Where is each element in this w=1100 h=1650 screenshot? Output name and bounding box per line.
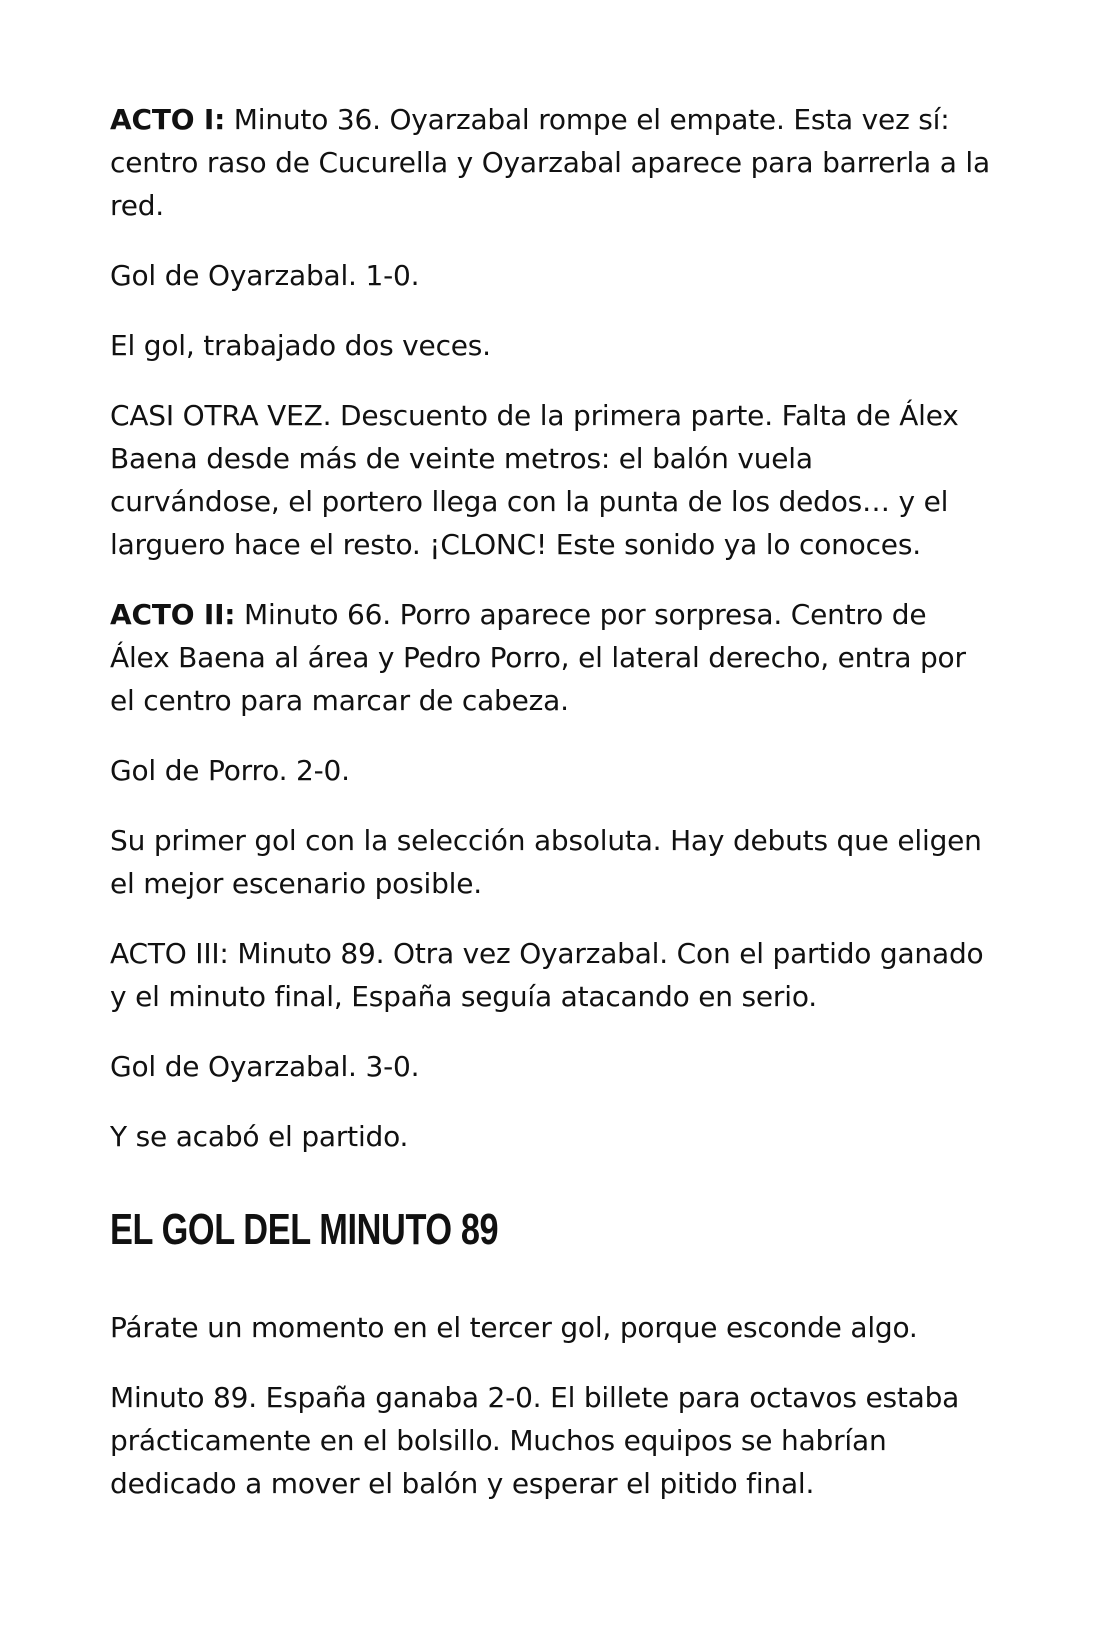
paragraph-goal-worked: El gol, trabajado dos veces.	[110, 329, 491, 362]
paragraph-text: Minuto 36. Oyarzabal rompe el empate. Esta vez sí: centro raso de Cucurella y Oyarzabal aparece para barrerla a la red.	[110, 103, 990, 222]
section-heading: EL GOL DEL MINUTO 89	[110, 1205, 499, 1254]
paragraph-lead: ACTO II:	[110, 598, 236, 631]
paragraph-acto-2	[110, 593, 990, 722]
paragraph-match-end: Y se acabó el partido.	[110, 1120, 409, 1153]
paragraph-acto-1	[110, 98, 990, 227]
paragraph-casi-otra-vez: CASI OTRA VEZ. Descuento de la primera parte. Falta de Álex Baena desde más de veinte metros: el balón vuela curvándose, el portero llega con la punta de los dedos… y el larguero hace el resto. ¡CLONC! Este sonido ya lo conoces.	[110, 399, 959, 561]
paragraph-third-goal-intro: Párate un momento en el tercer gol, porque esconde algo.	[110, 1311, 918, 1344]
paragraph-text: Minuto 66. Porro aparece por sorpresa. Centro de Álex Baena al área y Pedro Porro, el lateral derecho, entra por el centro para marcar de cabeza.	[110, 598, 966, 717]
paragraph-first-goal: Su primer gol con la selección absoluta. Hay debuts que eligen el mejor escenario posible.	[110, 824, 982, 900]
article-page	[110, 98, 990, 1532]
paragraph-lead: ACTO I:	[110, 103, 226, 136]
paragraph-goal-3: Gol de Oyarzabal. 3-0.	[110, 1050, 420, 1083]
paragraph-goal-2: Gol de Porro. 2-0.	[110, 754, 350, 787]
paragraph-acto-3: ACTO III: Minuto 89. Otra vez Oyarzabal. Con el partido ganado y el minuto final, España seguía atacando en serio.	[110, 937, 984, 1013]
paragraph-minute-89: Minuto 89. España ganaba 2-0. El billete para octavos estaba prácticamente en el bolsillo. Muchos equipos se habrían dedicado a mover el balón y esperar el pitido final.	[110, 1381, 960, 1500]
paragraph-goal-1: Gol de Oyarzabal. 1-0.	[110, 259, 420, 292]
